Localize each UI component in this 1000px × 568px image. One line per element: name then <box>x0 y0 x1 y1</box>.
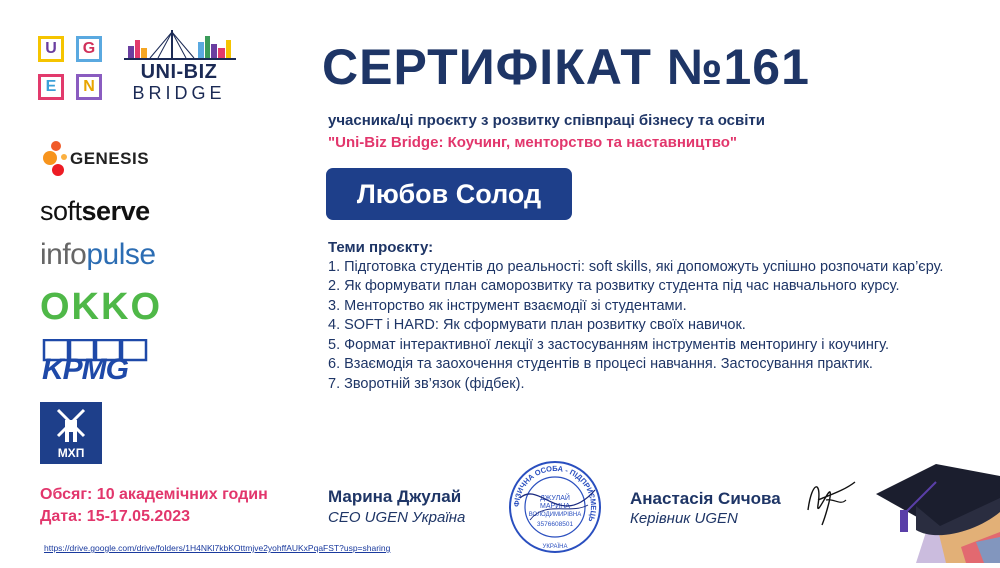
genesis-icon <box>40 138 70 180</box>
stamp-seal-icon <box>500 460 610 555</box>
topics-heading: Теми проєкту: <box>328 239 434 256</box>
signatory-2-name: Анастасія Сичова <box>630 489 781 508</box>
infopulse-info: info <box>40 238 87 271</box>
stamp-code: 3576608501 <box>536 521 574 528</box>
topics-section <box>328 238 968 394</box>
stamp-line: ВОЛОДИМИРІВНА <box>528 512 582 518</box>
windmill-icon <box>40 402 102 446</box>
kpmg-wordmark: KPMG <box>42 353 128 386</box>
topic-item: 3. Менторство як інструмент взаємодії зі студентами. <box>328 297 687 314</box>
ugen-letter-e: E <box>38 74 64 100</box>
unibiz-bridge-logo <box>120 28 240 104</box>
signatory-1-role: CEO UGEN Україна <box>328 509 466 526</box>
topic-item: 1. Підготовка студентів до реальності: soft skills, які допоможуть успішно розпочати кар’єру. <box>328 258 944 275</box>
infopulse-logo <box>40 238 156 272</box>
ugen-letter-g: G <box>76 36 102 62</box>
course-hours: Обсяг: 10 академічних годин <box>40 486 268 503</box>
genesis-wordmark: GENESIS <box>70 149 150 168</box>
okko-logo: OKKO <box>40 286 162 328</box>
unibiz-title: UNI-BIZ <box>140 61 218 83</box>
topic-item: 4. SOFT і HARD: Як сформувати план розвитку своїх навичок. <box>328 317 746 333</box>
signatory-1-name: Марина Джулай <box>328 487 462 506</box>
mhp-wordmark: МХП <box>57 446 85 460</box>
graduation-cap-decoration <box>866 402 1000 563</box>
unibiz-subtitle: BRIDGE <box>132 83 226 103</box>
mhp-logo <box>40 402 102 464</box>
bridge-skyline-icon <box>120 28 240 62</box>
participant-name: Любов Солод <box>356 179 542 209</box>
handwritten-signature <box>800 470 860 530</box>
genesis-logo <box>40 138 150 185</box>
softserve-soft: soft <box>40 196 82 226</box>
topic-item: 7. Зворотній зв’язок (фідбек). <box>328 375 525 392</box>
drive-link[interactable]: https://drive.google.com/drive/folders/1H4NKl7kbKOttmjve2yohffAUKxPqaFST?usp=sharing <box>44 543 391 553</box>
infopulse-pulse: pulse <box>86 238 156 271</box>
participant-badge <box>326 168 572 220</box>
softserve-serve: serve <box>81 196 150 226</box>
stamp-line: МАРИНА <box>540 503 570 510</box>
signature-icon <box>800 470 860 530</box>
topic-item: 5. Формат інтерактивної лекції з застосуванням інструментів менторингу і коучингу. <box>328 336 889 353</box>
certificate-title: СЕРТИФІКАТ №161 <box>322 39 810 95</box>
stamp-line: ДЖУЛАЙ <box>540 495 570 502</box>
course-dates: Дата: 15-17.05.2023 <box>40 508 191 525</box>
topic-item: 6. Взаємодія та заохочення студентів в процесі навчання. Застосування практик. <box>328 356 873 372</box>
ugen-logo <box>38 36 104 102</box>
kpmg-logo <box>42 339 152 387</box>
certificate-subtitle: учасника/ці проєкту з розвитку співпраці бізнесу та освіти <box>328 112 765 129</box>
graduation-cap-icon <box>866 402 1000 563</box>
ugen-letter-n: N <box>76 74 102 100</box>
project-name: "Uni-Biz Bridge: Коучинг, менторство та наставництво" <box>328 134 737 151</box>
stamp-country: УКРАЇНА <box>542 544 568 550</box>
ugen-letter-u: U <box>38 36 64 62</box>
signatory-2-role: Керівник UGEN <box>630 510 738 527</box>
official-stamp <box>500 460 610 555</box>
softserve-logo <box>40 196 150 227</box>
topic-item: 2. Як формувати план саморозвитку та розвитку студента під час навчального курсу. <box>328 278 900 294</box>
stamp-ring-text: ФІЗИЧНА ОСОБА - ПІДПРИЄМЕЦЬ <box>511 463 599 523</box>
